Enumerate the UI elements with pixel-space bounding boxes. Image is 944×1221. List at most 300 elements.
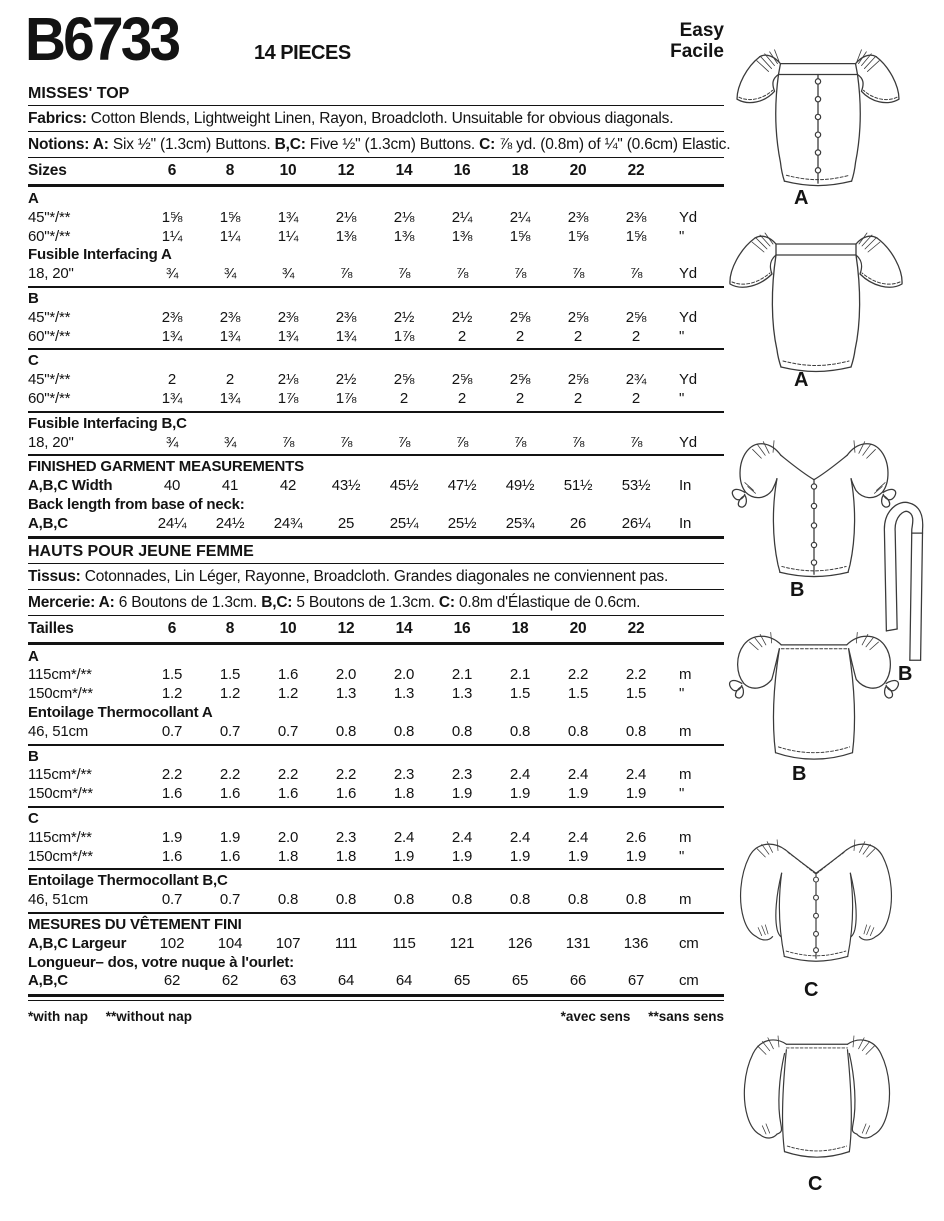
value-cell: 0.7 <box>161 722 183 740</box>
value-cell: 62 <box>221 972 239 990</box>
bold-text: Notions: A: <box>28 136 109 153</box>
row-label: 60"*/** <box>28 227 71 245</box>
value-cell: 2.2 <box>335 766 357 784</box>
value-cell: 2.2 <box>161 766 183 784</box>
value-cell: 2⅜ <box>161 308 183 326</box>
value-cell: 2 <box>573 327 583 345</box>
value-cell: 2.6 <box>625 828 647 846</box>
value-cell: 1.2 <box>161 685 183 703</box>
value-cell: ⅞ <box>629 433 643 451</box>
bold-text: Tissus: <box>28 567 81 585</box>
table-row <box>28 309 724 328</box>
table-row <box>28 785 724 804</box>
value-cell: 1.6 <box>335 785 357 803</box>
notions-line <box>28 134 731 156</box>
english-title: MISSES' TOP <box>28 85 130 102</box>
value-cell: 62 <box>163 972 181 990</box>
table-row <box>28 872 724 891</box>
unit-cell: " <box>679 785 685 803</box>
rule <box>28 744 724 746</box>
divider <box>28 131 724 132</box>
value-cell: ¾ <box>165 433 179 451</box>
value-cell: 126 <box>507 934 533 952</box>
value-cell: 1⅝ <box>161 208 183 226</box>
rule <box>28 642 724 645</box>
value-cell: 2 <box>167 371 177 389</box>
table-row <box>28 810 724 829</box>
view-b-back-drawing <box>724 618 904 770</box>
row-label: 60"*/** <box>28 389 71 407</box>
plain-text: 0.8m d'Élastique de 0.6cm. <box>454 593 641 611</box>
row-label: Longueur– dos, votre nuque à l'ourlet: <box>28 953 294 971</box>
value-cell: ⅞ <box>571 265 585 283</box>
value-cell: 2.4 <box>451 828 473 846</box>
table-row <box>28 748 724 767</box>
value-cell: 25½ <box>447 514 477 532</box>
value-cell: 1⅝ <box>567 227 589 245</box>
view-a-back-label: A <box>794 369 809 391</box>
value-cell: 1¾ <box>219 327 241 345</box>
value-cell: 1.3 <box>335 685 357 703</box>
value-cell: 8 <box>225 619 235 637</box>
value-cell: 65 <box>453 972 471 990</box>
unit-cell: cm <box>679 972 699 990</box>
value-cell: 2.4 <box>509 766 531 784</box>
rule <box>28 454 724 456</box>
unit-cell: m <box>679 722 692 740</box>
rule <box>28 411 724 413</box>
table-row <box>28 618 724 640</box>
table-row <box>28 496 724 515</box>
table-row <box>28 265 724 284</box>
rule <box>28 994 724 1001</box>
nap-legend-french <box>561 1009 724 1024</box>
value-cell: 2⅛ <box>393 208 415 226</box>
value-cell: 0.8 <box>625 891 647 909</box>
value-cell: ⅞ <box>571 433 585 451</box>
value-cell: 1⅜ <box>451 227 473 245</box>
row-label: 45"*/** <box>28 208 71 226</box>
value-cell: 2.4 <box>509 828 531 846</box>
row-label: Fusible Interfacing B,C <box>28 414 187 432</box>
value-cell: 2⅝ <box>393 371 415 389</box>
value-cell: 1.5 <box>625 685 647 703</box>
french-title: HAUTS POUR JEUNE FEMME <box>28 542 254 560</box>
plain-text: 5 Boutons de 1.3cm. <box>292 593 439 611</box>
unit-cell: " <box>679 227 685 245</box>
view-c-back-label: C <box>808 1173 823 1195</box>
unit-cell: " <box>679 389 685 407</box>
value-cell: 2¾ <box>625 371 647 389</box>
with-nap-note: *with nap <box>28 1009 88 1025</box>
value-cell: 2.2 <box>567 666 589 684</box>
value-cell: 1⅞ <box>277 389 299 407</box>
table-row <box>28 935 724 954</box>
value-cell: 0.8 <box>451 722 473 740</box>
value-cell: 18 <box>511 162 529 179</box>
value-cell: 0.8 <box>393 891 415 909</box>
value-cell: 24½ <box>215 514 245 532</box>
bold-text: C: <box>479 136 496 153</box>
divider <box>28 105 724 106</box>
value-cell: 2 <box>457 327 467 345</box>
value-cell: ⅞ <box>513 433 527 451</box>
table-row <box>28 458 724 477</box>
value-cell: 1.2 <box>277 685 299 703</box>
pattern-number: B6733 <box>25 5 179 73</box>
view-b-back-label: B <box>792 763 807 785</box>
value-cell: 0.8 <box>509 722 531 740</box>
row-label: 60"*/** <box>28 327 71 345</box>
piece-count: 14 PIECES <box>254 42 351 64</box>
tissus-line <box>28 566 724 588</box>
value-cell: ¾ <box>223 433 237 451</box>
value-cell: 2⅝ <box>567 308 589 326</box>
row-label: 150cm*/** <box>28 785 93 803</box>
value-cell: 2.4 <box>393 828 415 846</box>
value-cell: 1.9 <box>567 785 589 803</box>
value-cell: 1.5 <box>509 685 531 703</box>
value-cell: 2.2 <box>219 766 241 784</box>
value-cell: 1¼ <box>219 227 241 245</box>
row-label: MESURES DU VÊTEMENT FINI <box>28 915 242 933</box>
value-cell: 2.3 <box>393 766 415 784</box>
row-label: 115cm*/** <box>28 766 92 784</box>
value-cell: 63 <box>279 972 297 990</box>
table-row <box>28 848 724 867</box>
unit-cell: m <box>679 666 692 684</box>
value-cell: 1.5 <box>567 685 589 703</box>
value-cell: 2 <box>515 389 525 407</box>
value-cell: 1.9 <box>393 847 415 865</box>
value-cell: ⅞ <box>397 433 411 451</box>
row-label: 18, 20" <box>28 433 74 451</box>
value-cell: 0.8 <box>567 891 589 909</box>
value-cell: 2.0 <box>335 666 357 684</box>
value-cell: 0.8 <box>567 722 589 740</box>
table-row <box>28 972 724 991</box>
table-row <box>28 648 724 667</box>
row-label: B <box>28 747 39 765</box>
value-cell: 10 <box>279 619 297 637</box>
table-row <box>28 415 724 434</box>
value-cell: 1¾ <box>277 208 299 226</box>
plain-text: Six ½" (1.3cm) Buttons. <box>108 136 275 153</box>
value-cell: 1.5 <box>161 666 183 684</box>
value-cell: 1⅝ <box>219 208 241 226</box>
view-c-back-drawing <box>732 1022 900 1172</box>
view-b-sash-label: B <box>898 663 913 685</box>
value-cell: 0.7 <box>219 722 241 740</box>
table-row <box>28 190 724 209</box>
value-cell: 1.6 <box>277 666 299 684</box>
value-cell: 1⅞ <box>335 389 357 407</box>
value-cell: 0.8 <box>509 891 531 909</box>
value-cell: 25¼ <box>389 514 419 532</box>
row-label: 115cm*/** <box>28 666 92 684</box>
value-cell: 10 <box>279 162 297 179</box>
value-cell: 2.0 <box>277 828 299 846</box>
nap-legend <box>28 1009 724 1024</box>
value-cell: 1¾ <box>219 389 241 407</box>
value-cell: 2⅜ <box>335 308 357 326</box>
yardage-table-imperial <box>28 160 724 539</box>
rule <box>28 912 724 914</box>
masthead <box>25 0 724 84</box>
row-label: Entoilage Thermocollant B,C <box>28 872 228 890</box>
table-row <box>28 390 724 409</box>
row-label: FINISHED GARMENT MEASUREMENTS <box>28 458 304 476</box>
value-cell: 2.0 <box>393 666 415 684</box>
row-label: A,B,C Largeur <box>28 934 127 952</box>
table-row <box>28 477 724 496</box>
value-cell: 0.8 <box>335 891 357 909</box>
value-cell: 1.6 <box>219 847 241 865</box>
value-cell: 0.8 <box>335 722 357 740</box>
plain-text: 6 Boutons de 1.3cm. <box>114 593 262 611</box>
unit-cell: Yd <box>679 208 697 226</box>
value-cell: 26 <box>569 514 587 532</box>
value-cell: 2½ <box>451 308 473 326</box>
value-cell: 24¼ <box>157 514 187 532</box>
value-cell: 1.6 <box>219 785 241 803</box>
unit-cell: " <box>679 327 685 345</box>
value-cell: 43½ <box>331 477 361 495</box>
value-cell: 41 <box>221 477 239 495</box>
value-cell: 0.7 <box>277 722 299 740</box>
row-label: Entoilage Thermocollant A <box>28 703 213 721</box>
row-label: A <box>28 647 39 665</box>
value-cell: 1⅝ <box>625 227 647 245</box>
fabrics-line <box>28 108 724 130</box>
value-cell: ⅞ <box>281 433 295 451</box>
value-cell: 1.9 <box>567 847 589 865</box>
value-cell: 1.9 <box>625 785 647 803</box>
unit-cell: In <box>679 477 692 495</box>
row-label: 150cm*/** <box>28 685 93 703</box>
difficulty-en: Easy <box>679 20 724 41</box>
value-cell: 14 <box>395 619 413 637</box>
value-cell: 2 <box>573 389 583 407</box>
value-cell: ⅞ <box>513 265 527 283</box>
value-cell: 1.6 <box>277 785 299 803</box>
value-cell: 2.4 <box>567 766 589 784</box>
value-cell: 45½ <box>389 477 419 495</box>
value-cell: 2½ <box>393 308 415 326</box>
row-label: 150cm*/** <box>28 847 93 865</box>
value-cell: 0.8 <box>451 891 473 909</box>
unit-cell <box>665 160 724 182</box>
value-cell: 6 <box>167 162 177 179</box>
value-cell: 1⅜ <box>393 227 415 245</box>
value-cell: 1.5 <box>219 666 241 684</box>
value-cell: 40 <box>163 477 181 495</box>
table-row <box>28 685 724 704</box>
row-label: 46, 51cm <box>28 722 89 740</box>
value-cell: 64 <box>395 972 413 990</box>
value-cell: 26¼ <box>621 514 651 532</box>
row-label: 18, 20" <box>28 265 74 283</box>
value-cell: ⅞ <box>397 265 411 283</box>
value-cell: 102 <box>159 934 185 952</box>
value-cell: 0.8 <box>277 891 299 909</box>
value-cell: 2.4 <box>625 766 647 784</box>
plain-text: Cotonnades, Lin Léger, Rayonne, Broadcloth. Grandes diagonales ne conviennent pas. <box>80 567 669 585</box>
value-cell: 1.3 <box>451 685 473 703</box>
value-cell: ⅞ <box>455 265 469 283</box>
bold-text: B,C: <box>261 593 293 611</box>
value-cell: 2 <box>631 327 641 345</box>
value-cell: ¾ <box>223 265 237 283</box>
table-row <box>28 160 724 182</box>
row-label: C <box>28 352 39 370</box>
value-cell: 1.9 <box>451 785 473 803</box>
unit-cell: " <box>679 847 685 865</box>
unit-cell: In <box>679 514 692 532</box>
value-cell: 47½ <box>447 477 477 495</box>
view-a-back-drawing <box>724 218 908 376</box>
value-cell: 2.3 <box>451 766 473 784</box>
value-cell: 2⅜ <box>277 308 299 326</box>
value-cell: 1¾ <box>161 327 183 345</box>
divider <box>28 615 724 616</box>
value-cell: 131 <box>565 934 591 952</box>
table-row <box>28 228 724 247</box>
value-cell: 1¼ <box>161 227 183 245</box>
unit-cell: m <box>679 766 692 784</box>
table-row <box>28 891 724 910</box>
value-cell: 2.1 <box>509 666 531 684</box>
value-cell: 20 <box>569 619 587 637</box>
value-cell: 12 <box>337 162 355 179</box>
table-row <box>28 916 724 935</box>
bold-text: B,C: <box>274 136 306 153</box>
view-a-front-label: A <box>794 187 809 209</box>
value-cell: 64 <box>337 972 355 990</box>
value-cell: 2⅝ <box>567 371 589 389</box>
row-label: 45"*/** <box>28 308 71 326</box>
value-cell: 104 <box>217 934 243 952</box>
table-row <box>28 766 724 785</box>
value-cell: 0.7 <box>219 891 241 909</box>
unit-cell: m <box>679 891 692 909</box>
value-cell: 1.8 <box>335 847 357 865</box>
bold-text: Mercerie: A: <box>28 593 115 611</box>
value-cell: 2 <box>457 389 467 407</box>
value-cell: 2⅛ <box>277 371 299 389</box>
value-cell: 2 <box>515 327 525 345</box>
row-label: A,B,C <box>28 514 68 532</box>
value-cell: 16 <box>453 619 471 637</box>
value-cell: 2.4 <box>567 828 589 846</box>
value-cell: 42 <box>279 477 297 495</box>
value-cell: 1.9 <box>625 847 647 865</box>
value-cell: 0.7 <box>161 891 183 909</box>
value-cell: 2.1 <box>451 666 473 684</box>
unit-cell <box>665 618 724 640</box>
value-cell: 14 <box>395 162 413 179</box>
value-cell: ⅞ <box>339 265 353 283</box>
row-label: Tailles <box>28 619 74 637</box>
value-cell: 115 <box>392 934 416 952</box>
bold-text: C: <box>438 593 455 611</box>
value-cell: 2.2 <box>277 766 299 784</box>
value-cell: ⅞ <box>339 433 353 451</box>
value-cell: 0.8 <box>625 722 647 740</box>
row-label: A <box>28 190 39 207</box>
value-cell: 1⅝ <box>509 227 531 245</box>
value-cell: 2⅝ <box>625 308 647 326</box>
row-label: C <box>28 809 39 827</box>
table-row <box>28 723 724 742</box>
value-cell: 2⅜ <box>567 208 589 226</box>
value-cell: 1¼ <box>277 227 299 245</box>
value-cell: ¾ <box>165 265 179 283</box>
unit-cell: Yd <box>679 308 697 326</box>
value-cell: 1¾ <box>161 389 183 407</box>
value-cell: 1.2 <box>219 685 241 703</box>
view-c-front-label: C <box>804 979 819 1001</box>
table-row <box>28 704 724 723</box>
value-cell: 111 <box>334 934 358 952</box>
value-cell: 65 <box>511 972 529 990</box>
value-cell: 1.3 <box>393 685 415 703</box>
plain-text: Cotton Blends, Lightweight Linen, Rayon, Broadcloth. Unsuitable for obvious diagonals. <box>86 110 674 127</box>
row-label: A,B,C <box>28 972 68 990</box>
value-cell: 136 <box>623 934 649 952</box>
divider <box>28 563 724 564</box>
table-row <box>28 246 724 265</box>
value-cell: 1.6 <box>161 847 183 865</box>
table-row <box>28 290 724 309</box>
content-column <box>25 0 731 1025</box>
garment-illustrations <box>724 0 944 1221</box>
divider <box>28 589 724 590</box>
value-cell: ⅞ <box>629 265 643 283</box>
table-row <box>28 666 724 685</box>
value-cell: 8 <box>225 162 235 179</box>
row-label: Fusible Interfacing A <box>28 246 172 264</box>
value-cell: 1.9 <box>451 847 473 865</box>
value-cell: 1.9 <box>509 785 531 803</box>
view-a-front-drawing <box>730 34 906 194</box>
row-label: 45"*/** <box>28 371 71 389</box>
value-cell: 24¾ <box>273 514 303 532</box>
value-cell: 2⅝ <box>509 371 531 389</box>
table-row <box>28 352 724 371</box>
rule <box>28 184 724 187</box>
table-row <box>28 515 724 534</box>
view-c-front-drawing <box>728 828 904 980</box>
value-cell: 1¾ <box>335 327 357 345</box>
table-row <box>28 209 724 228</box>
value-cell: 12 <box>337 619 355 637</box>
value-cell: 18 <box>511 619 529 637</box>
value-cell: 2⅛ <box>335 208 357 226</box>
value-cell: 1⅞ <box>393 327 415 345</box>
table-row <box>28 954 724 973</box>
value-cell: 2 <box>631 389 641 407</box>
plain-text: Five ½" (1.3cm) Buttons. <box>305 136 480 153</box>
rule <box>28 806 724 808</box>
value-cell: 1.9 <box>219 828 241 846</box>
value-cell: 6 <box>167 619 177 637</box>
table-row <box>28 829 724 848</box>
avec-sens-note: *avec sens <box>560 1009 631 1025</box>
value-cell: 107 <box>275 934 301 952</box>
value-cell: 51½ <box>563 477 593 495</box>
value-cell: 20 <box>569 162 587 179</box>
